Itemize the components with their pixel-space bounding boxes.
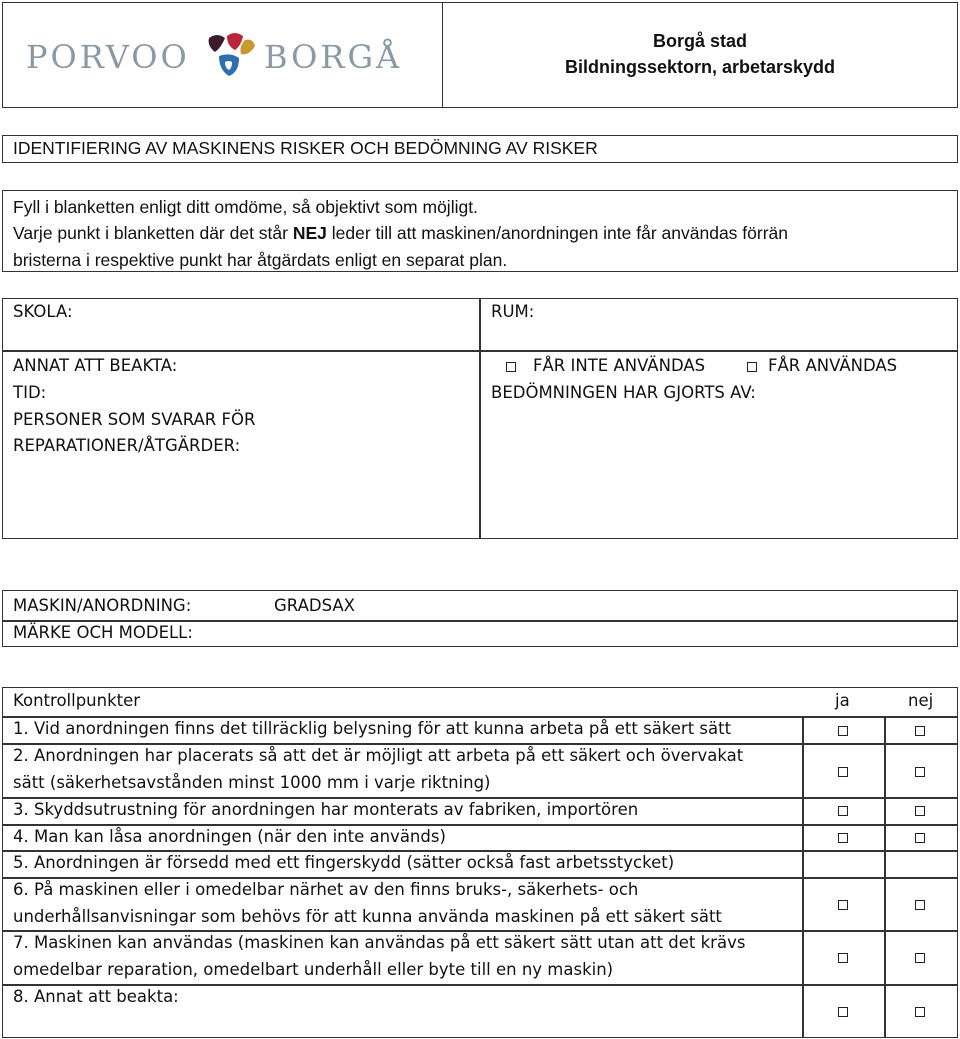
item-3-ja-checkbox[interactable] (838, 806, 848, 816)
checklist-header: Kontrollpunkter (13, 691, 141, 710)
rum-label: RUM: (491, 302, 535, 321)
personer-label-line-1: PERSONER SOM SVARAR FÖR (13, 410, 256, 429)
checklist-row-line (2, 743, 958, 745)
item-7-ja-checkbox[interactable] (838, 953, 848, 963)
logo-text-right: BORGÅ (264, 38, 403, 76)
org-name: Borgå stad (652, 31, 748, 51)
machine-value: GRADSAX (274, 596, 355, 615)
form-title: IDENTIFIERING AV MASKINENS RISKER OCH BEDÖMNING AV RISKER (13, 138, 598, 158)
checklist-item-4: 4. Man kan låsa anordningen (när den inte används) (13, 827, 446, 846)
far-inte-anvandas-label: FÅR INTE ANVÄNDAS (533, 356, 706, 375)
bedomningen-label: BEDÖMNINGEN HAR GJORTS AV: (491, 383, 756, 402)
tid-label: TID: (13, 383, 47, 402)
item-2-nej-checkbox[interactable] (915, 767, 925, 777)
far-anvandas-checkbox[interactable] (747, 362, 757, 372)
checklist-row-line (2, 797, 958, 799)
header-org-cell (442, 2, 958, 108)
item-6-ja-checkbox[interactable] (838, 900, 848, 910)
instruction-line-3: bristerna i respektive punkt har åtgärdats enligt en separat plan. (13, 250, 508, 270)
org-department: Bildningssektorn, arbetarskydd (564, 57, 836, 77)
checklist-item-3: 3. Skyddsutrustning för anordningen har monterats av fabriken, importören (13, 800, 639, 819)
checklist-row-line (2, 984, 958, 986)
far-anvandas-label: FÅR ANVÄNDAS (768, 356, 898, 375)
info-grid-horizontal-divider (2, 350, 958, 352)
checklist-row-line (2, 850, 958, 852)
checklist-item-7-line-2: omedelbar reparation, omedelbart underhåll eller byte till en ny maskin) (13, 960, 614, 979)
item-8-ja-checkbox[interactable] (838, 1007, 848, 1017)
checklist-item-6-line-2: underhållsanvisningar som behövs för att kunna använda maskinen på ett säkert sätt (13, 907, 722, 926)
skola-label: SKOLA: (13, 302, 73, 321)
model-label: MÄRKE OCH MODELL: (13, 623, 193, 642)
item-7-nej-checkbox[interactable] (915, 953, 925, 963)
machine-label: MASKIN/ANORDNING: (13, 596, 192, 615)
item-4-ja-checkbox[interactable] (838, 833, 848, 843)
item-3-nej-checkbox[interactable] (915, 806, 925, 816)
checklist-item-5: 5. Anordningen är försedd med ett fingerskydd (sätter också fast arbetsstycket) (13, 853, 675, 872)
checklist-item-2-line-2: sätt (säkerhetsavstånden minst 1000 mm i varje riktning) (13, 773, 491, 792)
checklist-col-ja: ja (835, 691, 850, 710)
logo-text-left: PORVOO (26, 38, 190, 76)
checklist-row-line (2, 877, 958, 879)
logo-emblem-icon (205, 32, 255, 86)
item-1-ja-checkbox[interactable] (838, 726, 848, 736)
checklist-item-1: 1. Vid anordningen finns det tillräcklig belysning för att kunna arbeta på ett säkert sätt (13, 719, 732, 738)
info-grid-vertical-divider (479, 298, 481, 539)
annat-att-beakta-label: ANNAT ATT BEAKTA: (13, 356, 178, 375)
checklist-row-line (2, 824, 958, 826)
item-4-nej-checkbox[interactable] (915, 833, 925, 843)
item-8-nej-checkbox[interactable] (915, 1007, 925, 1017)
personer-label-line-2: REPARATIONER/ÅTGÄRDER: (13, 436, 241, 455)
instruction-line-2-start: Varje punkt i blanketten där det står (13, 223, 293, 243)
checklist-item-7-line-1: 7. Maskinen kan användas (maskinen kan användas på ett säkert sätt utan att det krävs (13, 933, 746, 952)
instruction-line-1: Fyll i blanketten enligt ditt omdöme, så objektivt som möjligt. (13, 197, 478, 217)
checklist-col-nej: nej (908, 691, 934, 710)
item-6-nej-checkbox[interactable] (915, 900, 925, 910)
instruction-line-2-end: leder till att maskinen/anordningen inte får användas förrän (326, 223, 789, 243)
porvoo-borga-logo (24, 30, 424, 90)
instruction-line-2 (13, 223, 788, 244)
machine-box-divider (2, 620, 958, 622)
item-1-nej-checkbox[interactable] (915, 726, 925, 736)
far-inte-anvandas-checkbox[interactable] (506, 362, 516, 372)
checklist-row-line (2, 930, 958, 932)
item-2-ja-checkbox[interactable] (838, 767, 848, 777)
checklist-item-2-line-1: 2. Anordningen har placerats så att det är möjligt att arbeta på ett säkert och övervakat (13, 746, 744, 765)
checklist-row-line (2, 716, 958, 718)
checklist-item-6-line-1: 6. På maskinen eller i omedelbar närhet av den finns bruks-, säkerhets- och (13, 880, 639, 899)
instruction-nej-emphasis: NEJ (292, 223, 327, 243)
checklist-item-8: 8. Annat att beakta: (13, 987, 179, 1006)
